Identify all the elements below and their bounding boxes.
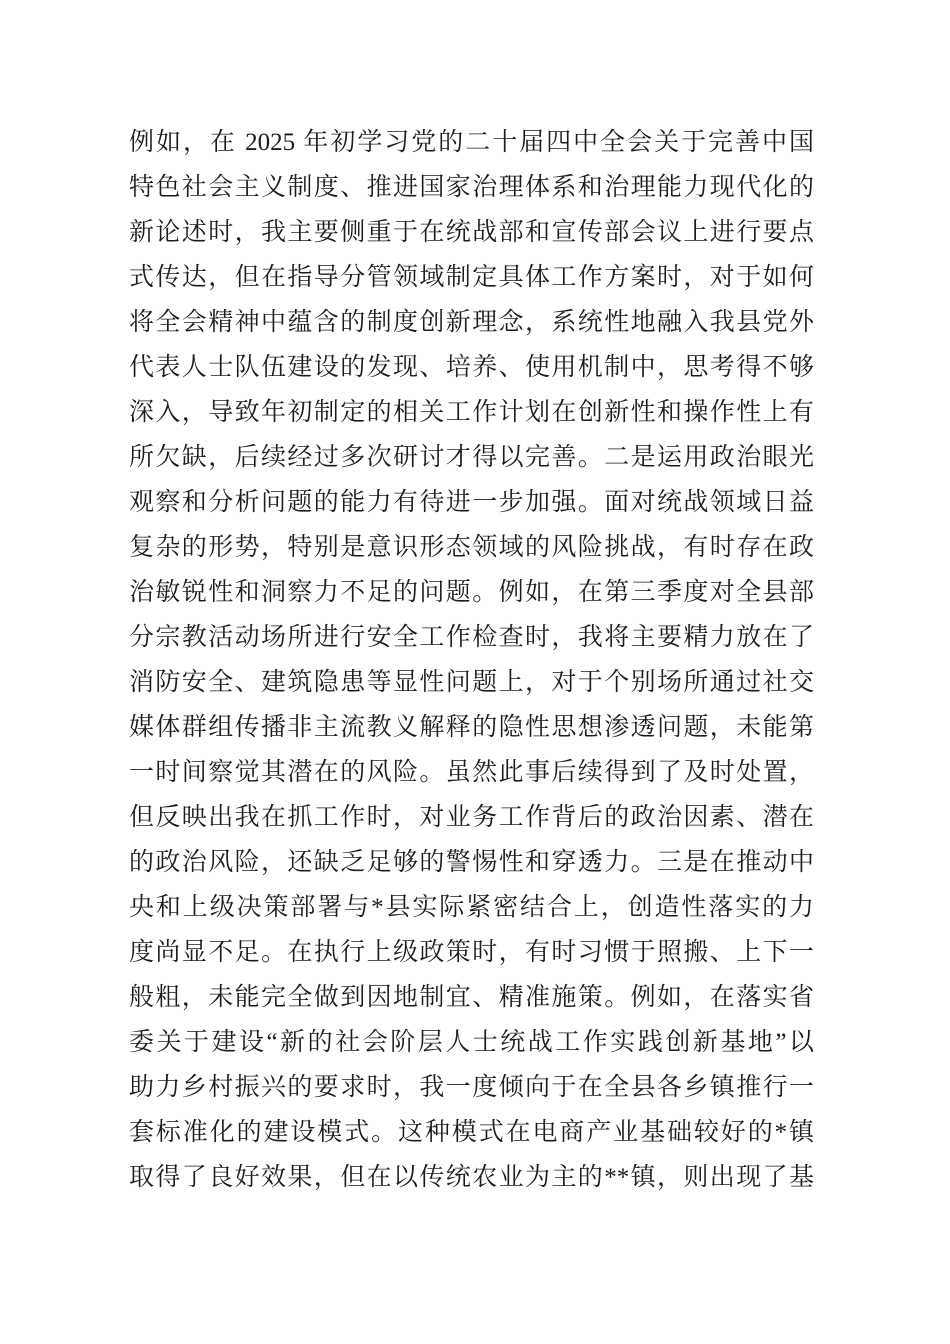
document-line: 央和上级决策部署与*县实际紧密结合上，创造性落实的力 xyxy=(129,894,814,921)
document-line: 将全会精神中蕴含的制度创新理念，系统性地融入我县党外 xyxy=(129,309,814,336)
document-line: 代表人士队伍建设的发现、培养、使用机制中，思考得不够 xyxy=(129,354,814,381)
document-line: 但反映出我在抓工作时，对业务工作背后的政治因素、潜在 xyxy=(129,804,814,831)
document-line: 观察和分析问题的能力有待进一步加强。面对统战领域日益 xyxy=(129,489,814,516)
document-line: 一时间察觉其潜在的风险。虽然此事后续得到了及时处置， xyxy=(129,759,814,786)
document-line: 助力乡村振兴的要求时，我一度倾向于在全县各乡镇推行一 xyxy=(129,1074,814,1101)
document-line: 所欠缺，后续经过多次研讨才得以完善。二是运用政治眼光 xyxy=(129,444,814,471)
document-line: 式传达，但在指导分管领域制定具体工作方案时，对于如何 xyxy=(129,264,814,291)
document-line: 复杂的形势，特别是意识形态领域的风险挑战，有时存在政 xyxy=(129,534,814,561)
document-body-text xyxy=(129,120,814,1200)
document-line: 新论述时，我主要侧重于在统战部和宣传部会议上进行要点 xyxy=(129,219,814,246)
document-line: 取得了良好效果，但在以传统农业为主的**镇，则出现了基 xyxy=(129,1164,814,1191)
document-line: 媒体群组传播非主流教义解释的隐性思想渗透问题，未能第 xyxy=(129,714,814,741)
document-line: 例如，在 2025 年初学习党的二十届四中全会关于完善中国 xyxy=(129,129,814,156)
document-line: 分宗教活动场所进行安全工作检查时，我将主要精力放在了 xyxy=(129,624,814,651)
document-line: 套标准化的建设模式。这种模式在电商产业基础较好的*镇 xyxy=(129,1119,814,1146)
document-line: 度尚显不足。在执行上级政策时，有时习惯于照搬、上下一 xyxy=(129,939,814,966)
document-line: 委关于建设“新的社会阶层人士统战工作实践创新基地”以 xyxy=(129,1029,814,1056)
document-line: 治敏锐性和洞察力不足的问题。例如，在第三季度对全县部 xyxy=(129,579,814,606)
document-line: 深入，导致年初制定的相关工作计划在创新性和操作性上有 xyxy=(129,399,814,426)
document-line: 的政治风险，还缺乏足够的警惕性和穿透力。三是在推动中 xyxy=(129,849,814,876)
document-line: 消防安全、建筑隐患等显性问题上，对于个别场所通过社交 xyxy=(129,669,814,696)
document-line: 特色社会主义制度、推进国家治理体系和治理能力现代化的 xyxy=(129,174,814,201)
document-line: 般粗，未能完全做到因地制宜、精准施策。例如，在落实省 xyxy=(129,984,814,1011)
